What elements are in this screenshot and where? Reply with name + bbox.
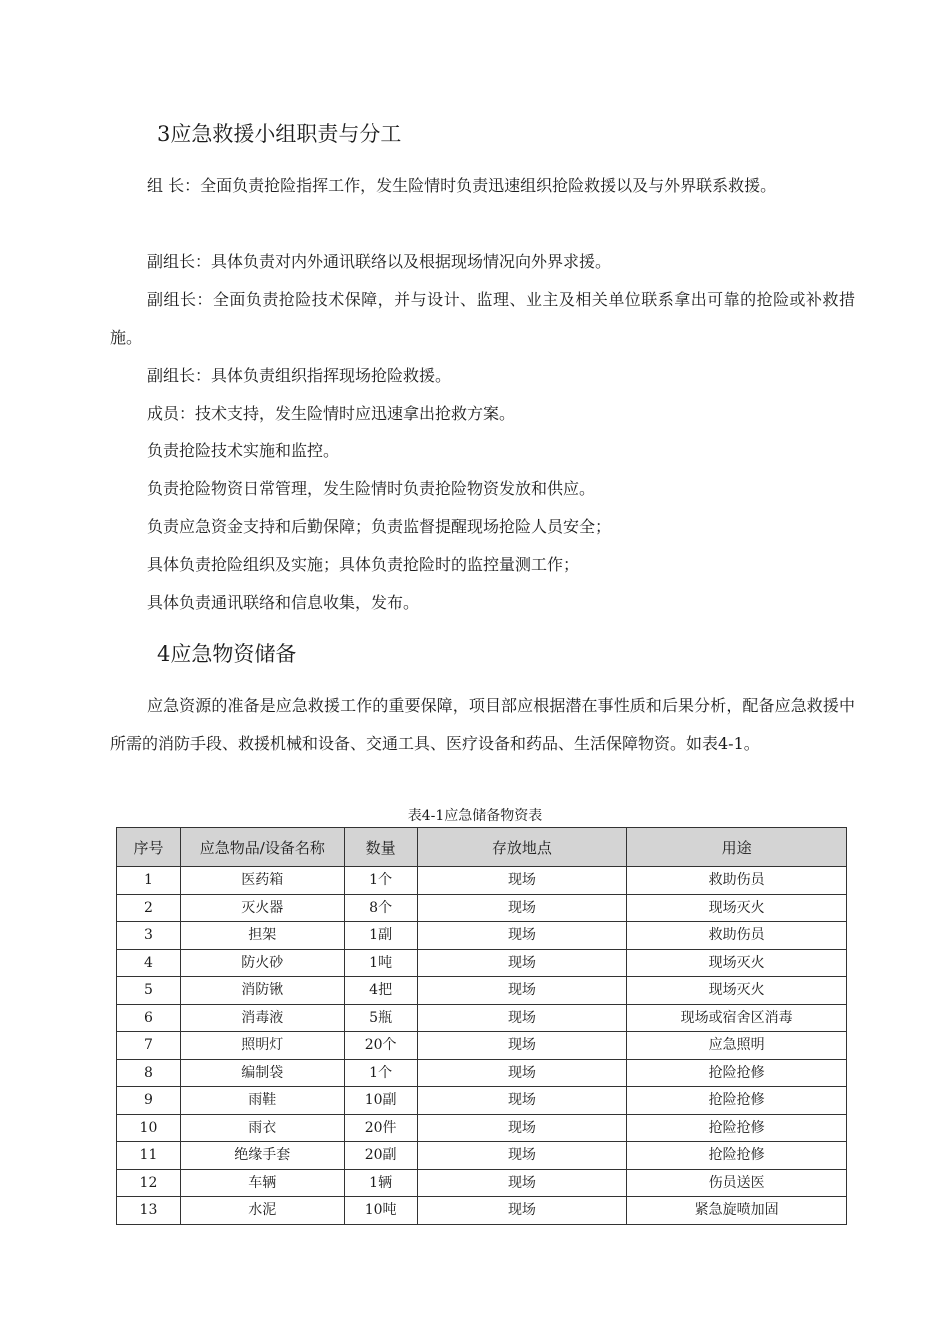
cell-purpose: 抢险抢修	[627, 1114, 847, 1142]
cell-purpose: 抢险抢修	[627, 1059, 847, 1087]
cell-index: 4	[117, 949, 181, 977]
cell-location: 现场	[417, 1032, 627, 1060]
cell-index: 8	[117, 1059, 181, 1087]
cell-item-name: 灭火器	[180, 894, 344, 922]
table-row	[117, 1142, 847, 1170]
cell-quantity: 1辆	[344, 1169, 417, 1197]
cell-item-name: 消防锹	[180, 977, 344, 1005]
cell-location: 现场	[417, 1169, 627, 1197]
cell-item-name: 雨鞋	[180, 1087, 344, 1115]
paragraph-resources: 应急资源的准备是应急救援工作的重要保障，项目部应根据潜在事性质和后果分析，配备应急救援中所需的消防手段、救援机械和设备、交通工具、医疗设备和药品、生活保障物资。如表4-1。	[110, 696, 855, 753]
cell-purpose: 现场或宿舍区消毒	[627, 1004, 847, 1032]
cell-purpose: 现场灭火	[627, 977, 847, 1005]
cell-item-name: 车辆	[180, 1169, 344, 1197]
header-quantity: 数量	[344, 828, 417, 867]
cell-quantity: 20副	[344, 1142, 417, 1170]
cell-item-name: 医药箱	[180, 867, 344, 895]
header-item-name: 应急物品/设备名称	[180, 828, 344, 867]
section-heading-3: 3应急救援小组职责与分工	[157, 122, 402, 146]
section-heading-4: 4应急物资储备	[157, 642, 297, 666]
paragraph-duty-2: 负责抢险物资日常管理，发生险情时负责抢险物资发放和供应。	[147, 479, 596, 498]
cell-index: 3	[117, 922, 181, 950]
cell-index: 7	[117, 1032, 181, 1060]
table-row	[117, 1114, 847, 1142]
paragraph-duty-5: 具体负责通讯联络和信息收集，发布。	[147, 593, 420, 612]
cell-item-name: 照明灯	[180, 1032, 344, 1060]
cell-purpose: 紧急旋喷加固	[627, 1197, 847, 1225]
cell-location: 现场	[417, 977, 627, 1005]
cell-index: 11	[117, 1142, 181, 1170]
paragraph-duty-3: 负责应急资金支持和后勤保障；负责监督提醒现场抢险人员安全；	[147, 517, 612, 536]
cell-quantity: 1个	[344, 867, 417, 895]
cell-item-name: 水泥	[180, 1197, 344, 1225]
cell-quantity: 20个	[344, 1032, 417, 1060]
cell-purpose: 抢险抢修	[627, 1142, 847, 1170]
cell-index: 13	[117, 1197, 181, 1225]
cell-location: 现场	[417, 1004, 627, 1032]
cell-item-name: 雨衣	[180, 1114, 344, 1142]
cell-purpose: 现场灭火	[627, 949, 847, 977]
cell-index: 1	[117, 867, 181, 895]
table-row	[117, 949, 847, 977]
cell-quantity: 10吨	[344, 1197, 417, 1225]
cell-purpose: 伤员送医	[627, 1169, 847, 1197]
header-purpose: 用途	[627, 828, 847, 867]
cell-item-name: 防火砂	[180, 949, 344, 977]
cell-location: 现场	[417, 1197, 627, 1225]
cell-purpose: 救助伤员	[627, 922, 847, 950]
table-caption: 表4-1应急储备物资表	[407, 808, 543, 824]
table-row	[117, 977, 847, 1005]
cell-quantity: 5瓶	[344, 1004, 417, 1032]
table-row	[117, 1032, 847, 1060]
cell-location: 现场	[417, 1059, 627, 1087]
table-row	[117, 894, 847, 922]
cell-purpose: 救助伤员	[627, 867, 847, 895]
cell-location: 现场	[417, 1114, 627, 1142]
table-row	[117, 922, 847, 950]
cell-index: 2	[117, 894, 181, 922]
cell-location: 现场	[417, 922, 627, 950]
header-index: 序号	[117, 828, 181, 867]
table-row	[117, 1169, 847, 1197]
cell-index: 10	[117, 1114, 181, 1142]
cell-purpose: 抢险抢修	[627, 1087, 847, 1115]
cell-index: 12	[117, 1169, 181, 1197]
cell-location: 现场	[417, 867, 627, 895]
cell-quantity: 1个	[344, 1059, 417, 1087]
table-header-row	[117, 828, 847, 867]
cell-quantity: 20件	[344, 1114, 417, 1142]
table-row	[117, 1059, 847, 1087]
table-row	[117, 1197, 847, 1225]
cell-quantity: 1副	[344, 922, 417, 950]
cell-location: 现场	[417, 949, 627, 977]
cell-quantity: 10副	[344, 1087, 417, 1115]
cell-location: 现场	[417, 1142, 627, 1170]
table-row	[117, 867, 847, 895]
cell-purpose: 应急照明	[627, 1032, 847, 1060]
paragraph-members: 成员：技术支持，发生险情时应迅速拿出抢救方案。	[147, 404, 516, 423]
cell-quantity: 1吨	[344, 949, 417, 977]
cell-item-name: 消毒液	[180, 1004, 344, 1032]
supplies-table	[116, 827, 847, 1225]
table-row	[117, 1087, 847, 1115]
header-location: 存放地点	[417, 828, 627, 867]
cell-index: 9	[117, 1087, 181, 1115]
cell-quantity: 8个	[344, 894, 417, 922]
cell-item-name: 绝缘手套	[180, 1142, 344, 1170]
paragraph-deputy-3: 副组长：具体负责组织指挥现场抢险救援。	[147, 366, 452, 385]
table-body	[117, 867, 847, 1225]
cell-item-name: 编制袋	[180, 1059, 344, 1087]
table-row	[117, 1004, 847, 1032]
paragraph-deputy-1: 副组长：具体负责对内外通讯联络以及根据现场情况向外界求援。	[147, 252, 612, 271]
cell-item-name: 担架	[180, 922, 344, 950]
cell-location: 现场	[417, 894, 627, 922]
cell-index: 6	[117, 1004, 181, 1032]
cell-quantity: 4把	[344, 977, 417, 1005]
paragraph-duty-4: 具体负责抢险组织及实施；具体负责抢险时的监控量测工作；	[147, 555, 580, 574]
cell-location: 现场	[417, 1087, 627, 1115]
paragraph-duty-1: 负责抢险技术实施和监控。	[147, 441, 340, 460]
paragraph-leader: 组 长：全面负责抢险指挥工作，发生险情时负责迅速组织抢险救援以及与外界联系救援。	[147, 176, 777, 195]
paragraph-deputy-2: 副组长：全面负责抢险技术保障，并与设计、监理、业主及相关单位联系拿出可靠的抢险或补救措施。	[110, 290, 855, 347]
cell-index: 5	[117, 977, 181, 1005]
cell-purpose: 现场灭火	[627, 894, 847, 922]
